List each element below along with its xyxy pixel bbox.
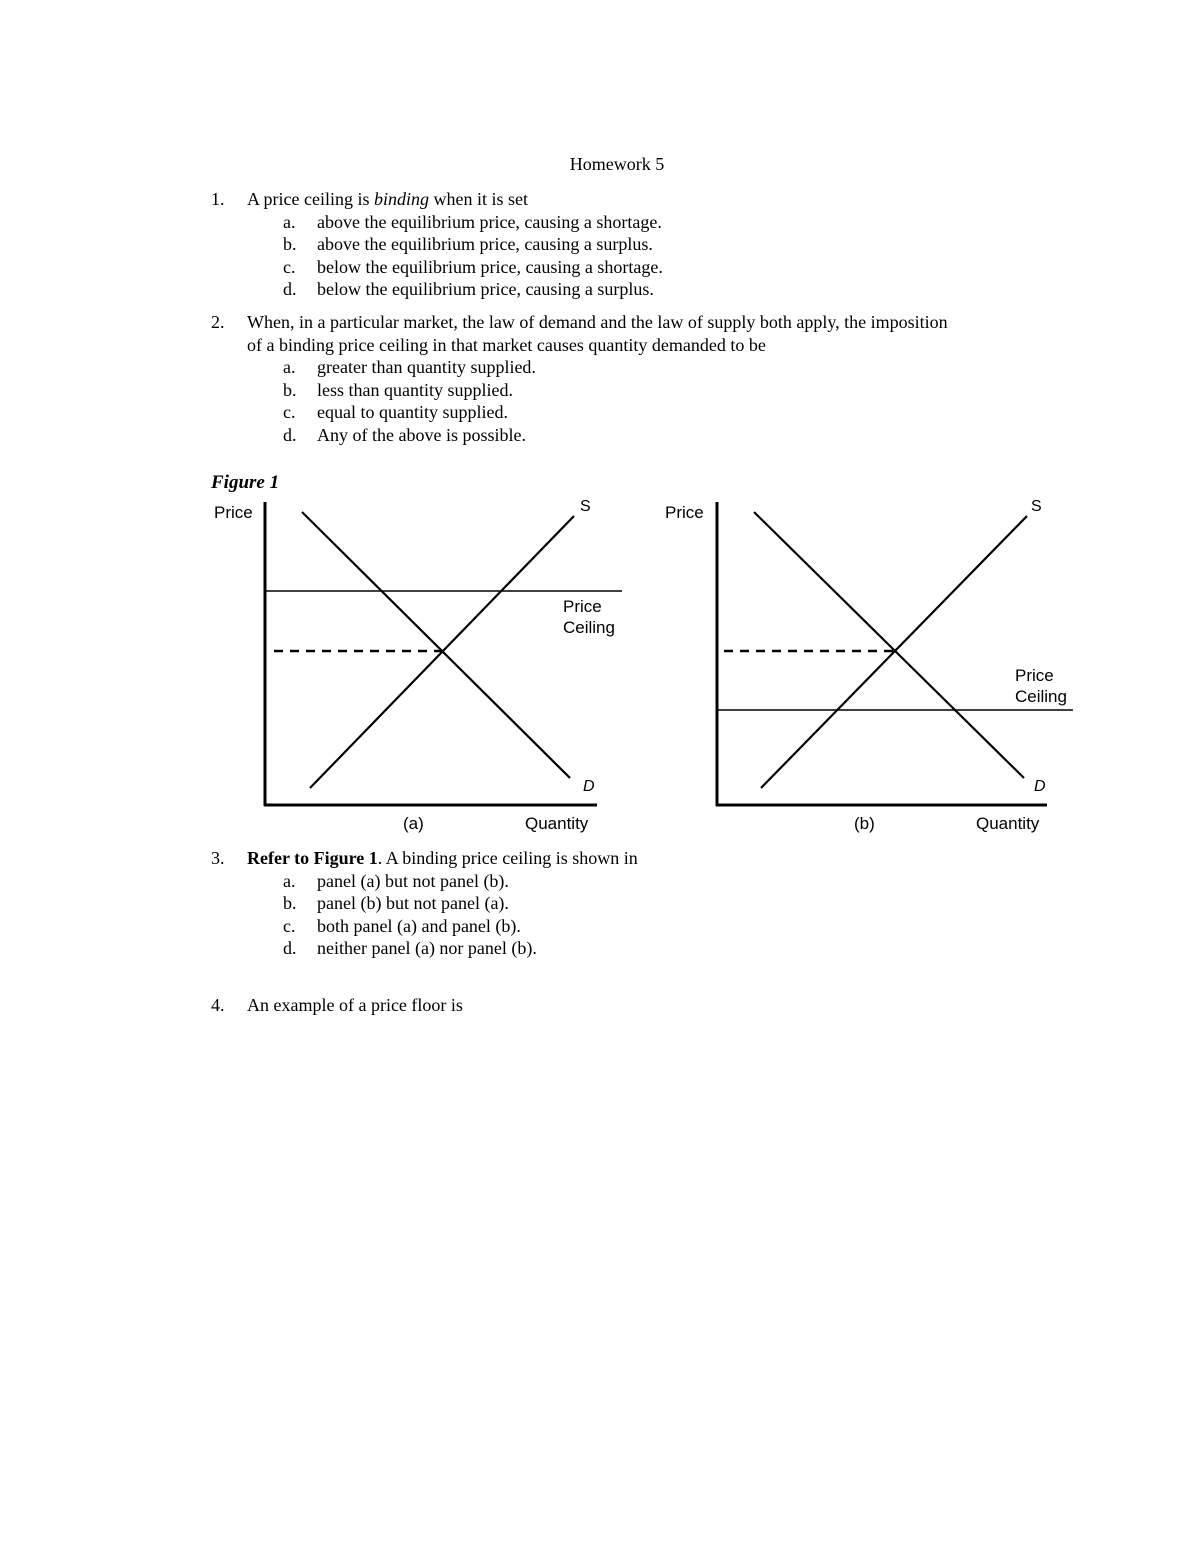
option-letter: b.: [283, 893, 297, 914]
question-1: [211, 188, 1111, 301]
option-text: neither panel (a) nor panel (b).: [317, 938, 537, 959]
option-letter: c.: [283, 915, 296, 936]
question-stem: [211, 847, 1111, 870]
option-text: below the equilibrium price, causing a surplus.: [317, 279, 654, 300]
option-letter: a.: [283, 357, 296, 378]
demand-curve: [302, 512, 570, 778]
answer-option[interactable]: [211, 870, 1111, 893]
stem-line: When, in a particular market, the law of demand and the law of supply both apply, the imposition: [247, 312, 948, 332]
stem-text: A price ceiling is: [247, 189, 374, 209]
figure-reference: Refer to Figure 1: [247, 848, 378, 868]
option-letter: c.: [283, 256, 296, 277]
option-text: above the equilibrium price, causing a shortage.: [317, 211, 662, 232]
option-letter: d.: [283, 279, 297, 300]
figure-panel-b: [657, 494, 1067, 844]
stem-line: of a binding price ceiling in that market causes quantity demanded to be: [247, 334, 766, 355]
demand-curve: [754, 512, 1024, 778]
answer-option[interactable]: [211, 401, 1111, 424]
option-letter: b.: [283, 379, 297, 400]
panel-label: (a): [403, 814, 424, 833]
supply-label: S: [580, 498, 591, 515]
question-stem: [211, 994, 1111, 1017]
option-text: above the equilibrium price, causing a surplus.: [317, 234, 653, 255]
x-axis-label: Quantity: [525, 814, 589, 833]
option-text: both panel (a) and panel (b).: [317, 915, 521, 936]
question-stem: [211, 188, 1111, 211]
question-number: 4.: [211, 995, 225, 1015]
question-number: 1.: [211, 189, 225, 209]
answer-option[interactable]: [211, 915, 1111, 938]
option-text: Any of the above is possible.: [317, 424, 526, 445]
question-number: 2.: [211, 312, 225, 332]
answer-option[interactable]: [211, 211, 1111, 234]
option-text: panel (a) but not panel (b).: [317, 870, 509, 891]
option-text: greater than quantity supplied.: [317, 357, 536, 378]
question-2: [211, 311, 1111, 447]
demand-label: D: [583, 778, 595, 795]
ceiling-label-line2: Ceiling: [1015, 687, 1067, 706]
question-3: [211, 847, 1111, 960]
ceiling-label-line1: Price: [563, 597, 602, 616]
answer-option[interactable]: [211, 278, 1111, 301]
document-title: Homework 5: [569, 154, 665, 174]
stem-text: An example of a price floor is: [247, 995, 463, 1015]
option-text: less than quantity supplied.: [317, 379, 513, 400]
answer-option[interactable]: [211, 424, 1111, 447]
option-letter: a.: [283, 211, 296, 232]
stem-text: when it is set: [428, 189, 528, 209]
answer-option[interactable]: [211, 233, 1111, 256]
option-text: panel (b) but not panel (a).: [317, 893, 509, 914]
option-text: below the equilibrium price, causing a shortage.: [317, 256, 663, 277]
answer-option[interactable]: [211, 379, 1111, 402]
question-stem: [211, 311, 1111, 356]
answer-option[interactable]: [211, 892, 1111, 915]
option-letter: a.: [283, 870, 296, 891]
question-number: 3.: [211, 848, 225, 868]
stem-text: . A binding price ceiling is shown in: [377, 848, 638, 868]
figure-label: Figure 1: [211, 472, 280, 493]
x-axis-label: Quantity: [976, 814, 1040, 833]
question-4: [211, 994, 1111, 1017]
option-text: equal to quantity supplied.: [317, 402, 508, 423]
option-letter: d.: [283, 424, 297, 445]
option-letter: c.: [283, 402, 296, 423]
stem-emphasis: binding: [373, 189, 429, 209]
panel-label: (b): [854, 814, 875, 833]
ceiling-label-line1: Price: [1015, 666, 1054, 685]
y-axis-label: Price: [214, 503, 253, 522]
option-letter: b.: [283, 234, 297, 255]
demand-label: D: [1034, 778, 1046, 795]
answer-option[interactable]: [211, 937, 1111, 960]
figure-panel-a: [206, 494, 615, 844]
answer-option[interactable]: [211, 256, 1111, 279]
ceiling-label-line2: Ceiling: [563, 618, 615, 637]
y-axis-label: Price: [665, 503, 704, 522]
supply-label: S: [1031, 498, 1042, 515]
answer-option[interactable]: [211, 356, 1111, 379]
option-letter: d.: [283, 938, 297, 959]
